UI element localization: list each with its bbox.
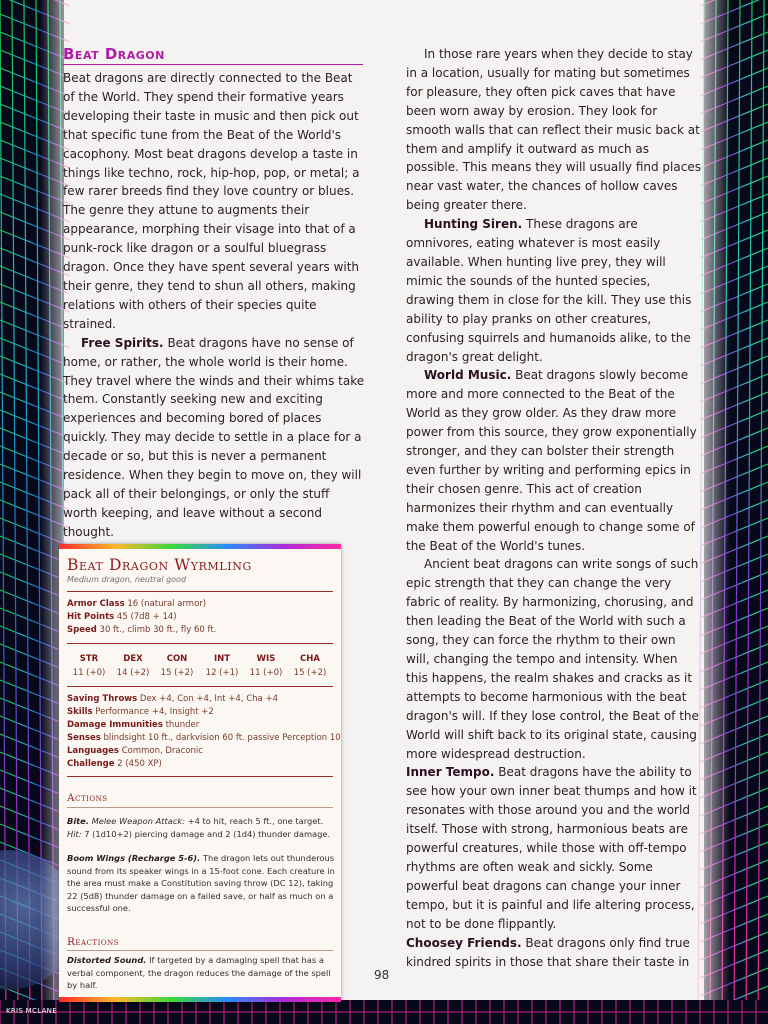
senses-value: blindsight 10 ft., darkvision 60 ft. passive Perception 10 <box>103 733 341 743</box>
hunting-paragraph <box>406 215 702 366</box>
page-number: 98 <box>374 968 390 982</box>
hit-points-label: Hit Points <box>67 612 115 622</box>
ability-value: 15 (+2) <box>160 668 194 678</box>
senses <box>67 733 341 743</box>
inner-tempo-paragraph <box>406 763 702 933</box>
divider <box>67 807 333 808</box>
boom-wings-action <box>67 852 335 915</box>
free-spirits-paragraph <box>63 334 365 542</box>
hit-points-value: 45 (7d8 + 14) <box>116 612 177 622</box>
damage-immunities-value: thunder <box>165 720 200 730</box>
armor-class <box>67 599 206 609</box>
ability-value: 11 (+0) <box>72 668 106 678</box>
skills-label: Skills <box>67 707 93 717</box>
world-music-paragraph <box>406 366 702 555</box>
creature-type: Medium dragon, neutral good <box>67 575 187 584</box>
ability-name: INT <box>213 654 231 664</box>
bite-attack-text: +4 to hit, reach 5 ft., one target. <box>185 816 324 826</box>
stat-block-top-bar <box>59 544 341 549</box>
inner-tempo-text: Beat dragons have the ability to see how your own inner beat thumps and how it resonates with those around you and the world itself. Those with strong, harmonious beats are powerful creatures, while those with off-tempo rhythms are often weak and sickly. Some powerful beat dragons can change your inner tempo, but it is painful and life altering process, not to be done flippantly. <box>406 765 697 931</box>
distorted-sound-name: Distorted Sound. <box>67 955 147 965</box>
skills <box>67 707 214 717</box>
saving-throws <box>67 694 278 704</box>
world-music-text: Beat dragons slowly become more and more connected to the Beat of the World as they grow older. As they draw more power from this source, they grow exponentially stronger, and they can bolster their strength even further by writing and performing epics in their chosen genre. This act of creation harmonizes their rhythm and can eventually make them powerful enough to change some of the Beat of the World's tunes. <box>406 368 697 553</box>
languages-label: Languages <box>67 746 119 756</box>
speed-value: 30 ft., climb 30 ft., fly 60 ft. <box>99 625 217 635</box>
hunting-siren-heading: Hunting Siren. <box>424 217 523 232</box>
free-spirits-heading: Free Spirits. <box>81 335 164 350</box>
reactions-heading: Reactions <box>67 936 120 948</box>
senses-label: Senses <box>67 733 101 743</box>
actions-heading: Actions <box>67 792 108 804</box>
hunting-siren-text: These dragons are omnivores, eating whatever is most easily available. When hunting live prey, they will mimic the sounds of the hunted species, drawing them in close for the kill. They use this ability to play pranks on other creatures, confusing squirrels and humanoids alike, to the dragon's great delight. <box>406 217 692 364</box>
inner-tempo-heading: Inner Tempo. <box>406 765 495 780</box>
ancient-paragraph: Ancient beat dragons can write songs of such epic strength that they can change the very fabric of reality. By harmonizing, chorusing, and then leading the Beat of the World with such a song, they can force the rhythm to their own will, changing the tempo and intensity. When this happens, the realm shakes and cracks as it attempts to become harmonious with the beat dragon's will. If they lose control, the Beat of the World will shift back to its original state, causing more widespread destruction. <box>406 557 699 761</box>
divider <box>67 643 333 644</box>
speed <box>67 625 216 635</box>
world-music-heading: World Music. <box>424 368 512 383</box>
challenge <box>67 759 162 769</box>
stat-block <box>59 544 341 1002</box>
caves-paragraph: In those rare years when they decide to stay in a location, usually for mating but sometimes for pleasure, they often pick caves that have been worn away by erosion. They look for smooth walls that can reflect their music back at them and amplify it outward as much as possible. This means they will usually find places near vast water, the chances of hollow caves being greater there. <box>406 47 701 213</box>
intro-paragraph: Beat dragons are directly connected to the Beat of the World. They spend their formative years developing their taste in music and then pick out that specific tune from the Beat of the World's cacophony. Most beat dragons develop a taste in things like techno, rock, hip-hop, pop, or metal; a few rarer breeds find they love country or blues. The genre they attune to augments their appearance, morphing their visage into that of a punk-rock like dragon or a soulful bluegrass dragon. Once they have spent several years with their genre, they tend to shun all others, making relations with others of their species quite strained. <box>63 71 360 331</box>
stat-block-bottom-bar <box>59 997 341 1002</box>
artist-credit: KRIS MCLANE <box>6 1007 57 1015</box>
armor-class-value: 16 (natural armor) <box>127 599 207 609</box>
distorted-sound-reaction <box>67 954 335 992</box>
free-spirits-text: Beat dragons have no sense of home, or rather, the whole world is their home. They travel where the winds and their whims take them. Constantly seeking new and exciting experiences and becoming bored of places quickly. They may decide to settle in a place for a decade or so, but this is never a permanent residence. When they begin to move on, they will pack all of their belongings, or only the stuff worth keeping, and leave without a second thought. <box>63 335 365 539</box>
divider <box>67 591 333 592</box>
bite-attack-type: Melee Weapon Attack: <box>91 816 186 826</box>
boom-wings-text: The dragon lets out thunderous sound from its speaker wings in a 15-foot cone. Each creature in the area must make a Constitution saving throw (DC 12), taking 22 (5d8) thunder damage on a failed save, or half as much on a successful one. <box>67 853 335 913</box>
bite-action-name: Bite. <box>67 816 89 826</box>
divider <box>67 686 333 687</box>
bite-damage-text: 7 (1d10+2) piercing damage and 2 (1d4) thunder damage. <box>81 828 331 839</box>
choosey-paragraph <box>406 934 702 972</box>
challenge-value: 2 (450 XP) <box>117 759 162 769</box>
choosey-friends-text: Beat dragons only find true kindred spirits in those that share their taste in <box>406 935 690 969</box>
ability-name: CHA <box>300 654 320 664</box>
ability-name: CON <box>166 654 188 664</box>
bite-action <box>67 815 335 840</box>
languages <box>67 746 203 756</box>
left-column <box>63 69 365 542</box>
challenge-label: Challenge <box>67 759 115 769</box>
ability-value: 15 (+2) <box>293 668 327 678</box>
ability-name: WIS <box>256 654 276 664</box>
divider <box>67 776 333 777</box>
skills-value: Performance +4, Insight +2 <box>95 707 214 717</box>
choosey-friends-heading: Choosey Friends. <box>406 935 522 950</box>
damage-immunities-label: Damage Immunities <box>67 720 163 730</box>
armor-class-label: Armor Class <box>67 599 125 609</box>
section-title: Beat Dragon <box>63 45 363 65</box>
ability-value: 11 (+0) <box>249 668 283 678</box>
ability-name: DEX <box>123 654 143 664</box>
hit-points <box>67 612 177 622</box>
creature-name: Beat Dragon Wyrmling <box>67 556 252 574</box>
saving-throws-label: Saving Throws <box>67 694 138 704</box>
divider <box>67 950 333 951</box>
speed-label: Speed <box>67 625 97 635</box>
ability-value: 12 (+1) <box>205 668 239 678</box>
bite-hit-label: Hit: <box>67 828 82 839</box>
ability-value: 14 (+2) <box>116 668 150 678</box>
languages-value: Common, Draconic <box>121 746 203 756</box>
boom-wings-name: Boom Wings (Recharge 5-6). <box>67 853 201 863</box>
damage-immunities <box>67 720 199 730</box>
distorted-sound-text: If targeted by a damaging spell that has a verbal component, the dragon reduces the damage of the spell by half. <box>67 955 331 990</box>
saving-throws-value: Dex +4, Con +4, Int +4, Cha +4 <box>139 694 278 704</box>
right-column <box>406 45 702 971</box>
ability-name: STR <box>79 654 99 664</box>
